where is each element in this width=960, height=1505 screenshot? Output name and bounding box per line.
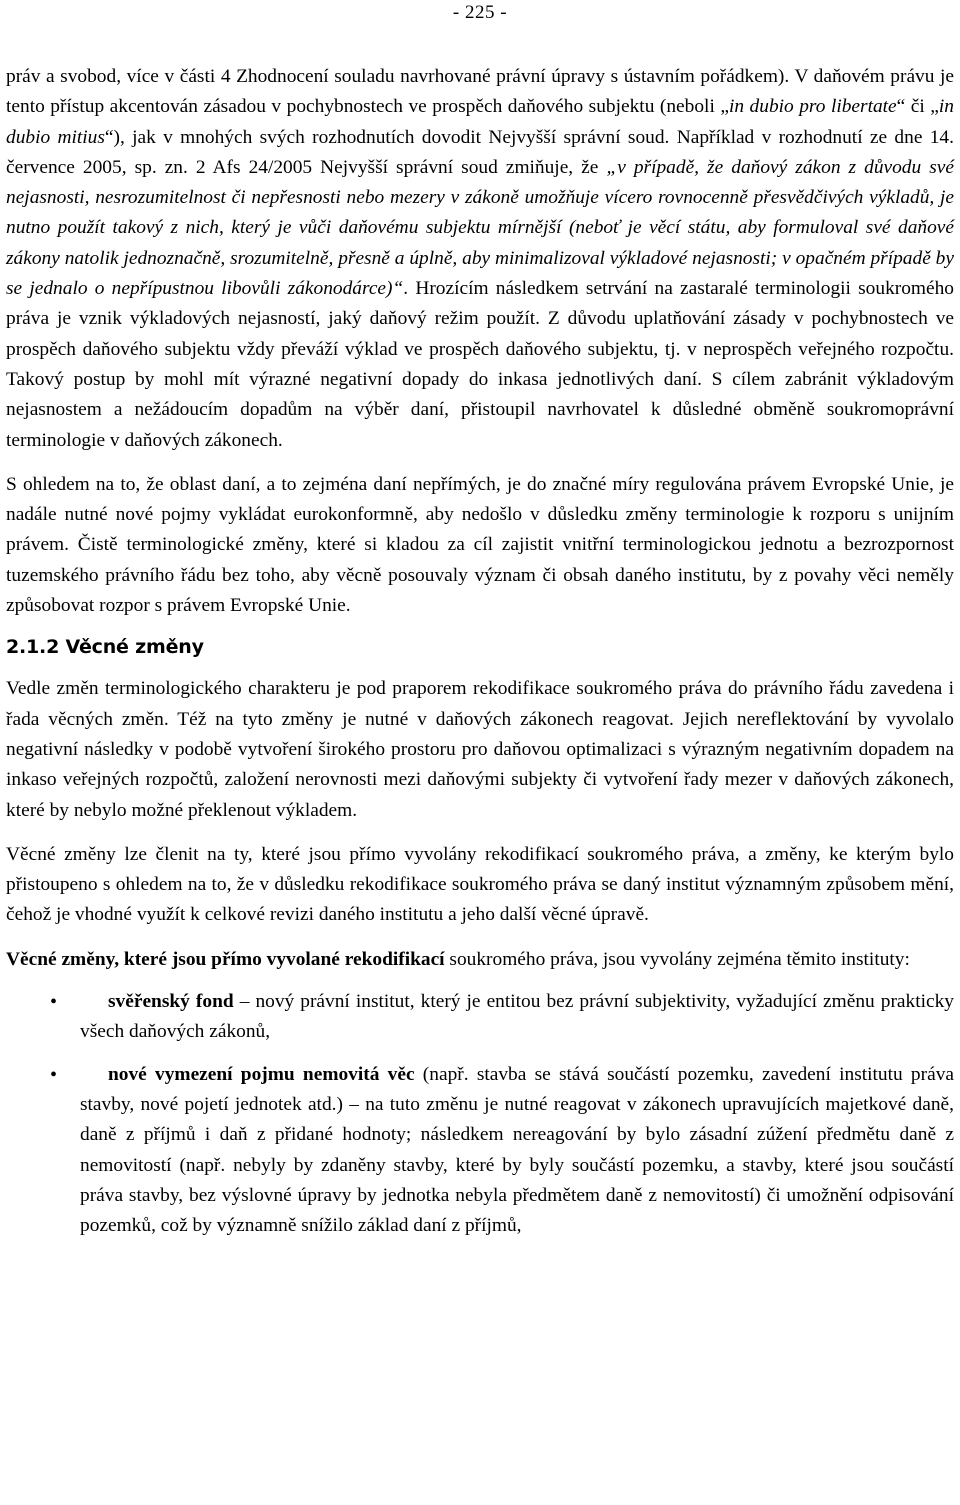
paragraph-direct-changes (6, 945, 954, 975)
paragraph-text: soukromého práva, jsou vyvolány zejména těmito instituty: (444, 948, 910, 970)
latin-term: in dubio pro libertate (728, 96, 897, 118)
list-item-text: – nový právní institut, který je entitou bez právní subjektivity, vyžadující změnu prakticky všech daňových zákonů, (80, 991, 955, 1043)
bullet-icon: • (50, 991, 58, 1014)
list-item (6, 987, 954, 1048)
paragraph-in-dubio (6, 62, 954, 456)
list-item-term: svěřenský fond (108, 991, 234, 1013)
document-body (6, 62, 954, 1253)
paragraph-eu-law: S ohledem na to, že oblast daní, a to zejména daní nepřímých, je do značné míry regulována právem Evropské Unie, je nadále nutné nové pojmy vykládat eurokonformně, aby nedošlo v důsledku změny terminologie k rozporu s unijním právem. Čistě terminologické změny, které si kladou za cíl zajistit vnitřní terminologickou jednotu a bezrozpornost tuzemského právního řádu bez toho, aby věcně posouvaly význam či obsah daného institutu, by z povahy věci neměly způsobovat rozpor s právem Evropské Unie. (6, 473, 954, 617)
list-item-term: nové vymezení pojmu nemovitá věc (108, 1063, 415, 1085)
paragraph-text: práv a svobod, více v části 4 Zhodnocení souladu navrhované právní úpravy s ústavním pořádkem). V daňovém právu je tento přístup akcentován zásadou v pochybnostech ve prospěch daňového subjektu (neboli „ (6, 66, 954, 118)
bold-lead: Věcné změny, které jsou přímo vyvolané rekodifikací (6, 948, 445, 970)
bullet-icon: • (50, 1063, 58, 1086)
paragraph-text: “), jak v mnohých svých rozhodnutích dovodit Nejvyšší správní soud. Například v rozhodnutí ze dne 14. července 2005, sp. zn. 2 Afs 24/2005 Nejvyšší správní soud zmiňuje, že (6, 126, 954, 178)
section-heading: 2.1.2 Věcné změny (6, 636, 204, 659)
paragraph-text: “ či „ (896, 96, 939, 118)
page-number: - 225 - (452, 2, 508, 23)
paragraph-text: . Hrozícím následkem setrvání na zastaralé terminologii soukromého práva je vznik výkladových nejasností, jaký daňový režim použít. Z důvodu uplatňování zásady v pochybnostech ve prospěch daňového subjektu vždy převáží výklad ve prospěch daňového subjektu, tj. v neprospěch veřejného rozpočtu. Takový postup by mohl mít výrazné negativní dopady do inkasa jednotlivých daní. S cílem zabránit výkladovým nejasnostem a nežádoucím dopadům na výběr daní, přistoupil navrhovatel k důsledné obměně soukromoprávní terminologie v daňových zákonech. (6, 278, 955, 451)
paragraph-change-categories: Věcné změny lze členit na ty, které jsou přímo vyvolány rekodifikací soukromého práva, a změny, ke kterým bylo přistoupeno s ohledem na to, že v důsledku rekodifikace soukromého práva se daný institut významným způsobem mění, čehož je vhodné využít k celkové revizi daného institutu a jeho další věcné úpravě. (6, 843, 954, 926)
latin-term: in dubio mitius (6, 96, 954, 148)
list-item (6, 1060, 954, 1242)
bullet-list (6, 987, 954, 1241)
court-quote: „v případě, že daňový zákon z důvodu své nejasnosti, nesrozumitelnost či nepřesnosti nebo mezery v zákoně umožňuje vícero rovnocenně přesvědčivých výkladů, je nutno použít takový z nich, který je vůči daňovému subjektu mírnější (neboť je věcí státu, aby formuloval své daňové zákony natolik jednoznačně, srozumitelně, přesně a úplně, aby minimalizoval výkladové nejasnosti; v opačném případě by se jednalo o nepřípustnou libovůli zákonodárce)“ (6, 156, 954, 300)
paragraph-substantive-changes: Vedle změn terminologického charakteru je pod praporem rekodifikace soukromého práva do právního řádu zavedena i řada věcných změn. Též na tyto změny je nutné v daňových zákonech reagovat. Jejich nereflektování by vyvolalo negativní následky v podobě vytvoření širokého prostoru pro daňovou optimalizaci s výrazným negativním dopadem na inkaso veřejných rozpočtů, založení nerovnosti mezi daňovými subjekty či vytvoření řady mezer v daňových zákonech, které by nebylo možné překlenout výkladem. (6, 678, 954, 821)
list-item-text: (např. stavba se stává součástí pozemku, zavedení institutu práva stavby, nové pojetí jednotek atd.) – na tuto změnu je nutné reagovat v zákonech upravujících majetkové daně, daně z příjmů i daň z přidané hodnoty; následkem nereagování by bylo zásadní zúžení předmětu daně z nemovitostí (např. nebyly by zdaněny stavby, které by byly součástí pozemku, a stavby, které jsou součástí práva stavby, bez výslovné úpravy by jednotka nebyla předmětem daně z nemovitostí) či umožnění odpisování pozemků, což by významně snížilo základ daní z příjmů, (80, 1063, 954, 1237)
